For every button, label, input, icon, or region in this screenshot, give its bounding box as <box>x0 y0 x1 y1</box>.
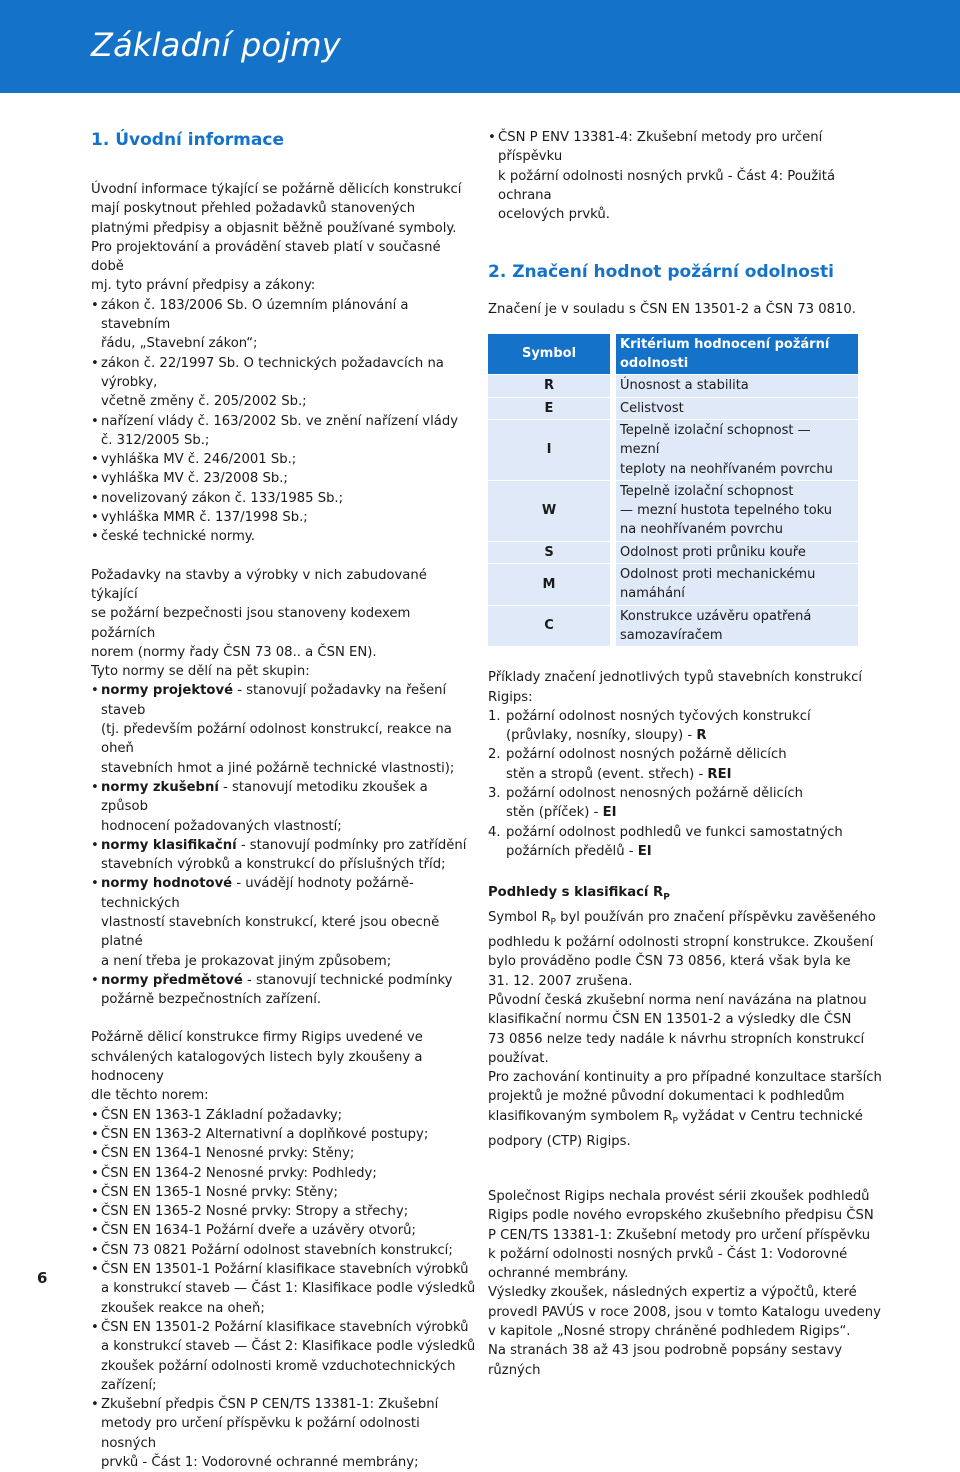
criterion-line: — mezní hustota tepelného toku <box>620 503 833 519</box>
norm-group-desc: stavebních výrobků a konstrukcí do příslušných tříd; <box>101 857 446 873</box>
rp-line: byl používán pro značení příspěvku zavěšeného <box>555 910 876 926</box>
table-cell-criterion <box>613 419 858 480</box>
norm-group-item <box>91 778 476 836</box>
law-item <box>91 450 476 469</box>
criterion-line: teploty na neohřívaném povrchu <box>620 461 833 477</box>
law-item-text: české technické normy. <box>101 529 255 545</box>
table-cell-criterion <box>613 541 858 563</box>
norm-group-name: normy klasifikační <box>101 837 237 853</box>
criterion-line: na neohřívaném povrchu <box>620 522 784 538</box>
laws-list <box>91 296 476 547</box>
table-cell-criterion <box>613 564 858 606</box>
norm-group-desc: - uvádějí hodnoty požárně-technických <box>101 876 414 911</box>
standard-item <box>91 1202 476 1221</box>
law-item <box>91 469 476 488</box>
criterion-line: Tepelně izolační schopnost — mezní <box>620 422 811 458</box>
top-bullet-line: ČSN P ENV 13381-4: Zkušební metody pro určení příspěvku <box>498 130 823 165</box>
standard-item <box>91 1106 476 1125</box>
table-cell-symbol: S <box>488 541 613 563</box>
final-line: ochranné membrány. <box>488 1266 629 1282</box>
rp-line: používat. <box>488 1050 549 1066</box>
top-bullet-line: ocelových prvků. <box>498 207 610 223</box>
final-line: Na stranách 38 až 43 jsou podrobně popsány sestavy různých <box>488 1343 843 1378</box>
intro-line: Úvodní informace týkající se požárně dělicích konstrukcí <box>91 182 462 197</box>
example-number: 3. <box>488 786 501 802</box>
intro-line: mají poskytnout přehled požadavků stanovených <box>91 201 416 217</box>
rp-line: 73 0856 nelze tedy nadále k návrhu stropních konstrukcí <box>488 1031 865 1047</box>
criterion-line: Odolnost proti průniku kouře <box>620 544 806 560</box>
table-cell-symbol: E <box>488 397 613 419</box>
example-item <box>488 784 883 823</box>
example-item <box>488 823 883 862</box>
criterion-line: Odolnost proti mechanickému <box>620 567 816 583</box>
final-paragraph <box>488 1187 883 1380</box>
standard-item <box>91 1125 476 1144</box>
table-row <box>488 397 858 419</box>
example-line: požární odolnost podhledů ve funkci samostatných <box>506 824 843 840</box>
intro-paragraph <box>91 180 476 296</box>
example-line: požární odolnost nosných požárně dělicích <box>506 747 787 763</box>
examples-intro: Příklady značení jednotlivých typů stavebních konstrukcí Rigips: <box>488 670 863 705</box>
norm-group-name: normy zkušební <box>101 779 219 795</box>
norm-group-name: normy předmětové <box>101 972 243 988</box>
table-row <box>488 419 858 480</box>
rp-line: Symbol R <box>488 910 551 926</box>
intro-line: Pro projektování a provádění staveb platí v současné době <box>91 239 441 275</box>
example-code: R <box>696 728 707 744</box>
examples-list <box>488 707 883 861</box>
rp-line: projektů je možné původní dokumentaci k podhledům <box>488 1089 845 1105</box>
standard-item-text: ČSN EN 1365-1 Nosné prvky: Stěny; <box>101 1184 338 1200</box>
top-bullet-item <box>488 128 883 224</box>
standard-item-text: metody pro určení příspěvku k požární odolnosti nosných <box>101 1416 420 1451</box>
norm-group-item <box>91 971 476 1010</box>
left-column <box>91 128 476 1472</box>
law-item <box>91 508 476 527</box>
right-column <box>488 128 883 1380</box>
rp-line: Pro zachování kontinuity a pro případné konzultace starších <box>488 1070 882 1086</box>
example-line: stěn (příček) - <box>506 805 603 821</box>
final-line: Rigips podle nového evropského zkušebního předpisu ČSN <box>488 1208 874 1224</box>
law-item-text: vyhláška MV č. 246/2001 Sb.; <box>101 452 297 468</box>
table-cell-criterion <box>613 480 858 541</box>
req-line: Tyto normy se dělí na pět skupin: <box>91 664 310 680</box>
law-item-text: zákon č. 183/2006 Sb. O územním plánování a stavebním <box>101 297 409 333</box>
criterion-line: Konstrukce uzávěru opatřená <box>620 608 812 624</box>
table-header-symbol: Symbol <box>488 334 613 375</box>
standard-item-text: ČSN EN 13501-2 Požární klasifikace stavebních výrobků <box>101 1319 469 1335</box>
rp-line: bylo prováděno podle ČSN 73 0856, která však byla ke <box>488 954 851 970</box>
table-cell-criterion <box>613 605 858 646</box>
standard-item <box>91 1318 476 1395</box>
norm-group-desc: (tj. především požární odolnost konstrukcí, reakce na oheň <box>101 722 452 757</box>
standard-item-text: zkoušek reakce na oheň; <box>101 1300 265 1316</box>
norm-group-item <box>91 681 476 777</box>
law-item-text: vyhláška MV č. 23/2008 Sb.; <box>101 471 288 487</box>
example-item <box>488 707 883 746</box>
standard-item-text: ČSN EN 1363-2 Alternativní a doplňkové postupy; <box>101 1126 429 1142</box>
final-line: k požární odolnosti nosných prvků - Část 1: Vodorovné <box>488 1246 848 1262</box>
table-cell-criterion <box>613 375 858 397</box>
req-line: norem (normy řady ČSN 73 08.. a ČSN EN). <box>91 644 377 660</box>
law-item-text: nařízení vlády č. 163/2002 Sb. ve znění nařízení vlády <box>101 413 459 429</box>
norm-group-desc: - stanovují technické podmínky <box>242 972 453 988</box>
standard-item <box>91 1183 476 1202</box>
standard-item-text: zařízení; <box>101 1377 157 1393</box>
standard-item-text: ČSN EN 1364-1 Nenosné prvky: Stěny; <box>101 1146 355 1162</box>
subheading-rp: Podhledy s klasifikací $R_P$ <box>488 885 670 903</box>
tested-paragraph <box>91 1028 476 1105</box>
requirements-paragraph <box>91 566 476 682</box>
rp-line: podhledu k požární odolnosti stropní konstrukce. Zkoušení <box>488 935 874 951</box>
page-title: Základní pojmy <box>91 26 341 64</box>
table-cell-symbol: R <box>488 375 613 397</box>
standard-item-text: ČSN 73 0821 Požární odolnost stavebních konstrukcí; <box>101 1242 453 1258</box>
example-code: REI <box>707 766 732 782</box>
norm-group-desc: stavebních hmot a jiné požárně technické vlastnosti); <box>101 760 455 776</box>
final-line: v kapitole „Nosné stropy chráněné podhledem Rigips“. <box>488 1324 851 1340</box>
final-line: Výsledky zkoušek, následných expertiz a výpočtů, které <box>488 1285 857 1301</box>
law-item-text: řádu, „Stavební zákon“; <box>101 336 258 352</box>
rp-line: vyžádat v Centru technické <box>677 1108 863 1124</box>
law-item <box>91 354 476 412</box>
example-code: EI <box>637 843 652 859</box>
example-number: 1. <box>488 708 501 724</box>
tested-line: schválených katalogových listech byly zkoušeny a hodnoceny <box>91 1049 423 1085</box>
law-item-text: č. 312/2005 Sb.; <box>101 432 210 448</box>
norm-group-item <box>91 836 476 875</box>
standard-item <box>91 1164 476 1183</box>
table-cell-symbol: I <box>488 419 613 480</box>
norm-group-desc: - stanovují požadavky na řešení staveb <box>101 683 447 718</box>
criterion-line: namáhání <box>620 586 685 602</box>
example-line: stěn a stropů (event. střech) - <box>506 766 708 782</box>
page-number: 6 <box>37 1269 48 1287</box>
final-line: provedl PAVÚS v roce 2008, jsou v tomto Katalogu uvedeny <box>488 1304 881 1320</box>
standard-item-text: ČSN EN 1365-2 Nosné prvky: Stropy a střechy; <box>101 1204 409 1220</box>
table-cell-symbol: M <box>488 564 613 606</box>
law-item <box>91 527 476 546</box>
rp-line: Původní česká zkušební norma není navázána na platnou <box>488 992 867 1008</box>
rp-line: podpory (CTP) Rigips. <box>488 1133 631 1149</box>
top-bullet-line: k požární odolnosti nosných prvků - Část 4: Použitá ochrana <box>498 168 836 203</box>
example-number: 4. <box>488 824 501 840</box>
example-item <box>488 745 883 784</box>
norm-group-desc: - stanovují podmínky pro zatřídění <box>236 837 467 853</box>
section-heading-marking: 2. Značení hodnot požární odolnosti <box>488 262 834 283</box>
standard-item-text: zkoušek požární odolnosti kromě vzduchotechnických <box>101 1358 456 1374</box>
table-cell-symbol: W <box>488 480 613 541</box>
standard-item-text: ČSN EN 13501-1 Požární klasifikace stavebních výrobků <box>101 1262 469 1278</box>
table-row <box>488 375 858 397</box>
example-code: EI <box>602 805 617 821</box>
standard-item-text: ČSN EN 1363-1 Základní požadavky; <box>101 1107 343 1123</box>
standard-item-text: ČSN EN 1364-2 Nenosné prvky: Podhledy; <box>101 1165 377 1181</box>
rp-paragraph <box>488 908 883 1151</box>
intro-line: mj. tyto právní předpisy a zákony: <box>91 278 316 294</box>
standard-item-text: ČSN EN 1634-1 Požární dveře a uzávěry otvorů; <box>101 1223 416 1239</box>
example-line: (průvlaky, nosníky, sloupy) - <box>506 728 697 744</box>
rp-subscript: P <box>550 917 556 928</box>
law-item <box>91 489 476 508</box>
law-item-text: novelizovaný zákon č. 133/1985 Sb.; <box>101 490 344 506</box>
law-item-text: včetně změny č. 205/2002 Sb.; <box>101 394 307 410</box>
rp-line: 31. 12. 2007 zrušena. <box>488 973 633 989</box>
top-bullet-list <box>488 128 883 224</box>
rp-subscript: P <box>672 1116 678 1127</box>
req-line: Požadavky na stavby a výrobky v nich zabudované týkající <box>91 567 427 602</box>
criterion-line: samozavíračem <box>620 627 723 643</box>
norm-group-desc: požárně bezpečnostních zařízení. <box>101 992 322 1008</box>
table-cell-criterion <box>613 397 858 419</box>
standard-item <box>91 1241 476 1260</box>
example-number: 2. <box>488 747 501 763</box>
criterion-line: Únosnost a stabilita <box>620 378 749 394</box>
table-cell-symbol: C <box>488 605 613 646</box>
section-heading-intro: 1. Úvodní informace <box>91 130 284 150</box>
req-line: se požární bezpečnosti jsou stanoveny kodexem požárních <box>91 606 411 641</box>
tested-line: dle těchto norem: <box>91 1088 209 1104</box>
standard-item-text: a konstrukcí staveb — Část 2: Klasifikace podle výsledků <box>101 1339 476 1355</box>
classification-table <box>488 334 858 646</box>
criterion-line: Celistvost <box>620 400 684 416</box>
standard-item <box>91 1221 476 1240</box>
norm-groups-list <box>91 681 476 1009</box>
table-row <box>488 541 858 563</box>
norm-group-desc: a není třeba je prokazovat jiným způsobem; <box>101 953 392 969</box>
law-item <box>91 412 476 451</box>
law-item-text: vyhláška MMR č. 137/1998 Sb.; <box>101 510 308 526</box>
norm-group-desc: - stanovují metodiku zkoušek a způsob <box>101 779 428 815</box>
standard-item-text: a konstrukcí staveb — Část 1: Klasifikace podle výsledků <box>101 1281 476 1297</box>
final-line: P CEN/TS 13381-1: Zkušební metody pro určení příspěvku <box>488 1227 871 1243</box>
table-header-criterion: Kritérium hodnocení požární odolnosti <box>613 334 858 375</box>
law-item <box>91 296 476 354</box>
criterion-line: Tepelně izolační schopnost <box>620 483 794 499</box>
intro-line: platnými předpisy a objasnit běžně používané symboly. <box>91 220 457 236</box>
example-line: požární odolnost nosných tyčových konstrukcí <box>506 708 811 724</box>
title-banner <box>0 0 960 93</box>
rp-line: klasifikační normu ČSN EN 13501-2 a výsledky dle ČSN <box>488 1012 852 1028</box>
marking-note: Značení je v souladu s ČSN EN 13501-2 a ČSN 73 0810. <box>488 302 856 318</box>
example-line: požárních předělů - <box>506 843 638 859</box>
norm-group-desc: vlastností stavebních konstrukcí, které jsou obecně platné <box>101 914 440 950</box>
tested-line: Požárně dělicí konstrukce firmy Rigips uvedené ve <box>91 1030 423 1046</box>
norm-group-desc: hodnocení požadovaných vlastností; <box>101 818 342 834</box>
standard-item-text: prvků - Část 1: Vodorovné ochranné membrány; <box>101 1455 419 1470</box>
table-row <box>488 480 858 541</box>
norm-group-name: normy projektové <box>101 683 234 699</box>
table-row <box>488 564 858 606</box>
table-row <box>488 605 858 646</box>
standard-item <box>91 1395 476 1472</box>
standard-item <box>91 1144 476 1163</box>
standard-item-text: Zkušební předpis ČSN P CEN/TS 13381-1: Zkušební <box>101 1397 439 1413</box>
example-line: požární odolnost nenosných požárně dělicích <box>506 786 804 802</box>
norm-group-item <box>91 874 476 970</box>
rp-line: klasifikovaným symbolem R <box>488 1108 673 1124</box>
norm-group-name: normy hodnotové <box>101 876 233 892</box>
law-item-text: zákon č. 22/1997 Sb. O technických požadavcích na výrobky, <box>101 355 444 390</box>
final-line: Společnost Rigips nechala provést sérii zkoušek podhledů <box>488 1188 870 1204</box>
